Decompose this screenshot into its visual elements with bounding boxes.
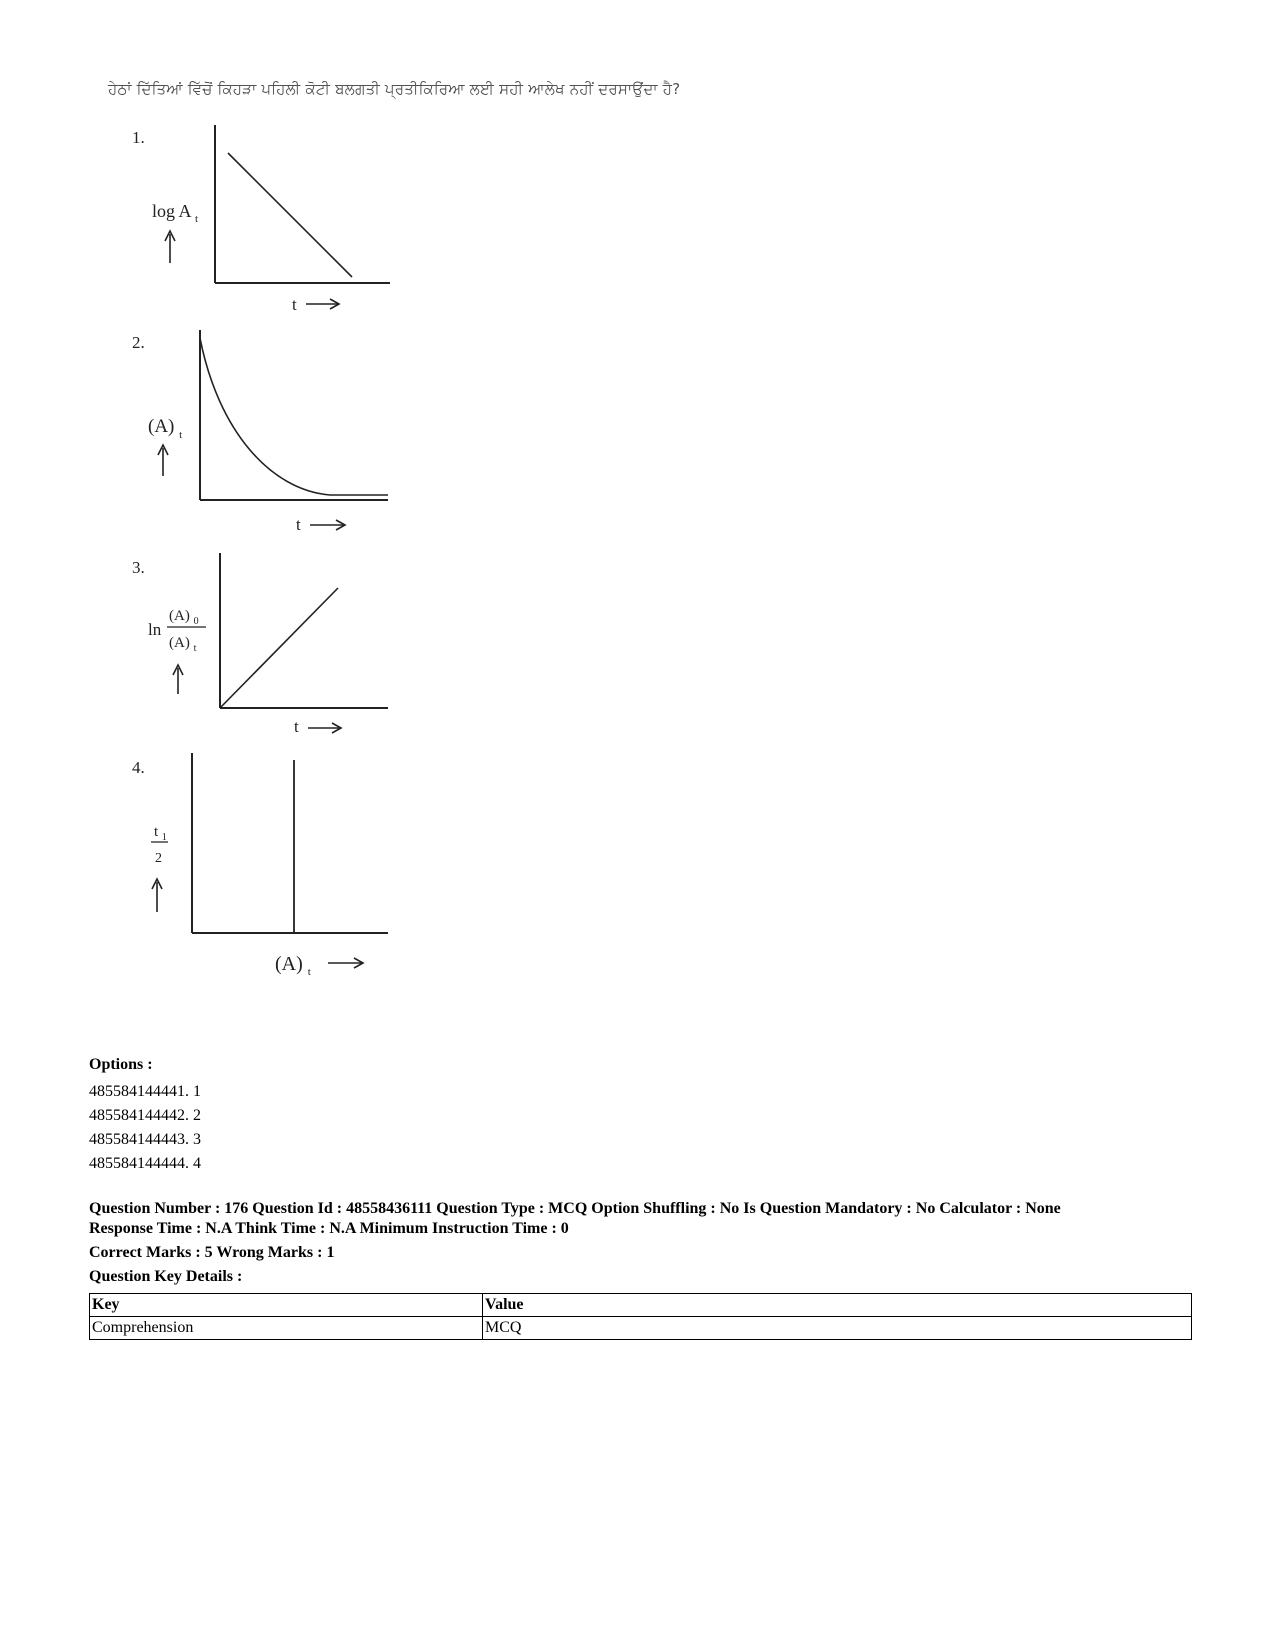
question-meta [89, 1199, 1061, 1287]
option-item: 485584144442. 2 [89, 1107, 201, 1124]
graphs-figure [120, 120, 420, 1030]
graph-1-ylabel-sub: t [195, 213, 199, 225]
table-row [90, 1317, 1192, 1340]
graph-3-ylabel-den-sub: t [193, 643, 197, 654]
graph-1 [132, 125, 390, 314]
graph-3-ylabel-num-sub: 0 [193, 616, 199, 627]
graph-1-ylabel: log A [152, 201, 191, 221]
option-item: 485584144441. 1 [89, 1083, 201, 1100]
graph-3-curve [220, 588, 338, 708]
graph-3-x-arrow [308, 723, 341, 733]
svg-text:log A t [152, 201, 198, 225]
graph-3-y-arrow [173, 665, 183, 694]
table-header-row [90, 1294, 1192, 1317]
graph-3-ylabel-num: (A) [169, 608, 190, 624]
graph-4 [132, 753, 388, 978]
graph-2-number: 2. [132, 333, 145, 352]
table-header-key: Key [90, 1294, 483, 1317]
question-text: ਹੇਠਾਂ ਦਿੱਤਿਆਂ ਵਿੱਚੋਂ ਕਿਹੜਾ ਪਹਿਲੀ ਕੋਟੀ ਬਲਗਤੀ ਪ੍ਰਤੀਕਿਰਿਆ ਲਈ ਸਹੀ ਆਲੇਖ ਨਹੀਂ ਦਰਸਾਉਂਦਾ ਹੈ? [108, 80, 681, 98]
graph-2-curve [200, 338, 388, 495]
meta-line-key-details: Question Key Details : [89, 1268, 243, 1285]
svg-text:(A) t [148, 416, 182, 441]
graph-1-x-arrow [306, 299, 339, 309]
question-key-table [89, 1293, 1192, 1340]
graph-3-ylabel-den: (A) [169, 635, 190, 651]
graph-2-xlabel: t [296, 515, 301, 534]
graph-3-ylabel-prefix: ln [148, 620, 162, 639]
graph-4-number: 4. [132, 758, 145, 777]
graph-1-curve [228, 153, 352, 277]
graph-1-number: 1. [132, 128, 145, 147]
graph-3-number: 3. [132, 558, 145, 577]
graph-4-ylabel-den: 2 [155, 851, 162, 866]
svg-text:t 1 [154, 824, 167, 843]
graph-2-ylabel-sub: t [179, 429, 183, 441]
graph-4-xlabel-sub: t [307, 966, 311, 978]
svg-text:(A) 0 [169, 608, 199, 627]
table-cell-value: MCQ [483, 1317, 1192, 1340]
graph-4-ylabel-num: t [154, 824, 159, 840]
table-cell-key: Comprehension [90, 1317, 483, 1340]
svg-text:(A) t [169, 635, 197, 654]
meta-line-question-info: Question Number : 176 Question Id : 48558436111 Question Type : MCQ Option Shuffling : No Is Question Mandatory : No Calculator : None [89, 1200, 1061, 1217]
graph-3-xlabel: t [294, 717, 299, 736]
table-header-value: Value [483, 1294, 1192, 1317]
options-label: Options : [89, 1056, 153, 1073]
graph-1-y-arrow [165, 231, 175, 263]
options-list [89, 1080, 201, 1176]
graph-4-y-arrow [152, 879, 162, 912]
graph-2-x-arrow [310, 520, 345, 530]
option-item: 485584144444. 4 [89, 1155, 201, 1172]
graph-4-ylabel-num-sub: 1 [161, 832, 167, 843]
graph-4-xlabel: (A) [275, 953, 303, 975]
graph-3 [132, 553, 388, 736]
graph-2-ylabel: (A) [148, 416, 175, 437]
option-item: 485584144443. 3 [89, 1131, 201, 1148]
graph-1-xlabel: t [292, 295, 297, 314]
graph-2 [132, 330, 388, 534]
graph-2-y-arrow [158, 445, 168, 476]
svg-text:(A) t [275, 953, 311, 978]
meta-line-marks: Correct Marks : 5 Wrong Marks : 1 [89, 1244, 335, 1261]
meta-line-timing: Response Time : N.A Think Time : N.A Minimum Instruction Time : 0 [89, 1220, 569, 1237]
graph-4-x-arrow [328, 958, 363, 968]
